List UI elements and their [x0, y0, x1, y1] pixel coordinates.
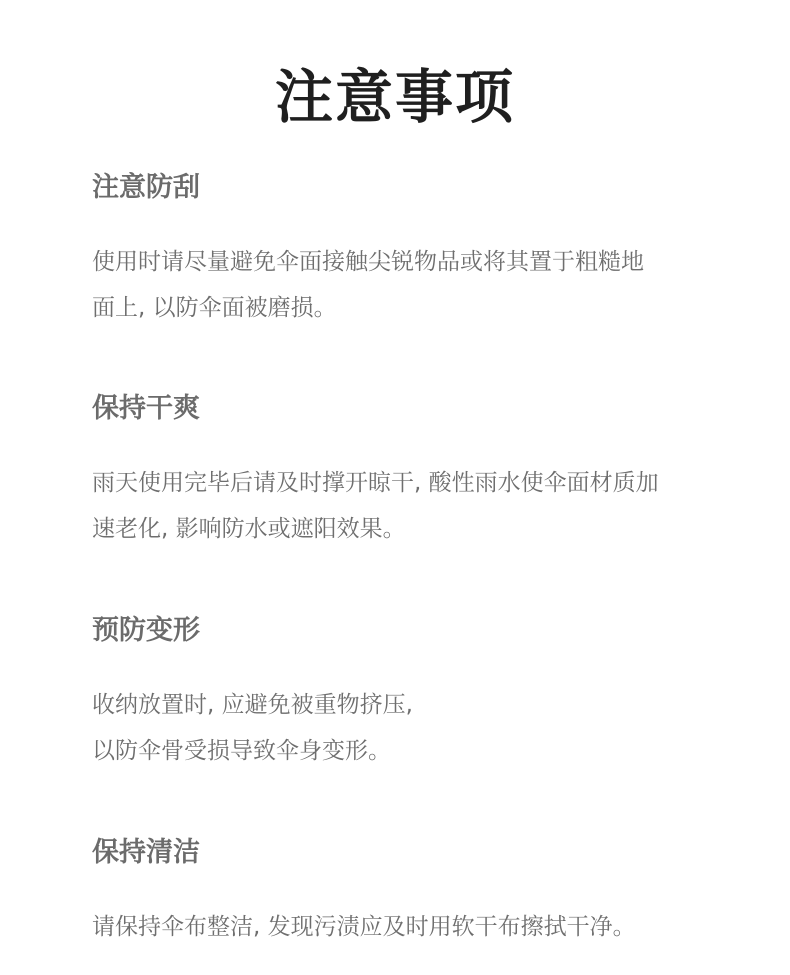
section-keep-dry [92, 389, 732, 552]
body-line: 收纳放置时, 应避免被重物挤压, [92, 692, 413, 718]
body-line: 速老化, 影响防水或遮阳效果。 [92, 516, 406, 542]
body-line: 请保持伞布整洁, 发现污渍应及时用软干布擦拭干净。 [92, 914, 636, 940]
body-line: 雨天使用完毕后请及时撑开晾干, 酸性雨水使伞面材质加 [92, 470, 659, 496]
section-body [92, 682, 732, 774]
section-prevent-deformation [92, 611, 732, 774]
body-line: 面上, 以防伞面被磨损。 [92, 295, 337, 321]
section-body [92, 239, 732, 331]
body-line: 以防伞骨受损导致伞身变形。 [92, 738, 391, 764]
section-body [92, 460, 732, 552]
section-keep-clean [92, 833, 732, 950]
section-heading: 保持清洁 [92, 837, 200, 868]
section-scratch-prevention [92, 168, 732, 331]
section-heading: 注意防刮 [92, 172, 200, 203]
section-heading: 保持干爽 [92, 393, 200, 424]
section-body [92, 904, 732, 950]
body-line: 使用时请尽量避免伞面接触尖锐物品或将其置于粗糙地 [92, 249, 644, 275]
page-title: 注意事项 [274, 62, 515, 131]
section-heading: 预防变形 [92, 615, 200, 646]
